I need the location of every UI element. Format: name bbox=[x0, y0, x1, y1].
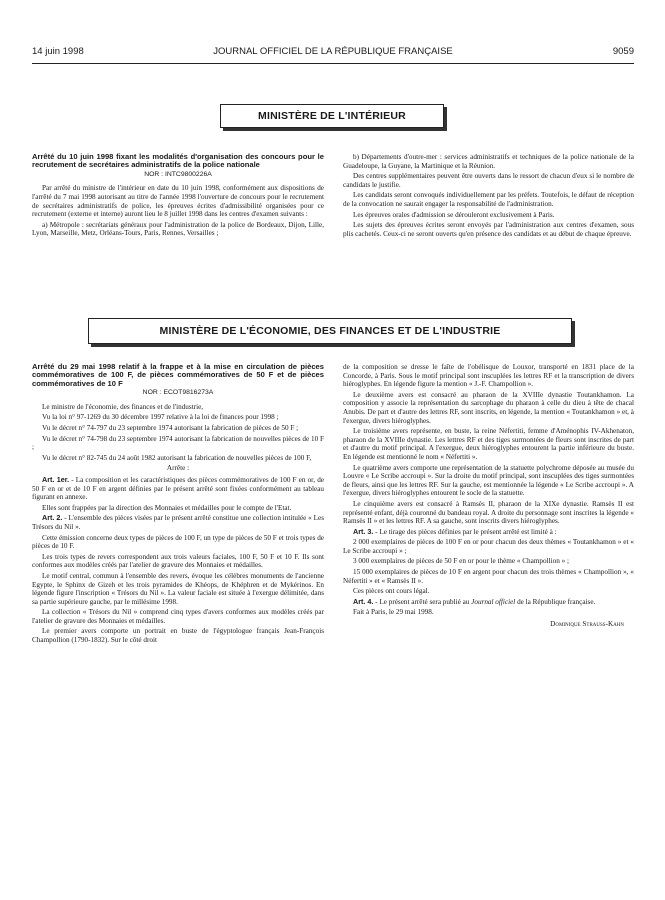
ministry-title: MINISTÈRE DE L'INTÉRIEUR bbox=[258, 110, 406, 122]
ministry-title: MINISTÈRE DE L'ÉCONOMIE, DES FINANCES ET DE L'INDUSTRIE bbox=[159, 325, 501, 337]
header-journal-title: JOURNAL OFFICIEL DE LA RÉPUBLIQUE FRANÇAISE bbox=[213, 46, 453, 57]
header-page-number: 9059 bbox=[612, 46, 634, 57]
paragraph: Vu la loi n° 97-1269 du 30 décembre 1997 relative à la loi de finances pour 1998 ; bbox=[42, 413, 279, 422]
paragraph: Le deuxième avers est consacré au pharaon de la XVIIIe dynastie Toutankhamon. La composition y associe la représentation du sarcophage du pharaon à celle du dieu à tête de chacal Anubis. De part et d'autre des lettres RF, sont inscrits, en légende, la mention « Toutankhamon » et, à l'exergue, divers hiéroglyphes. bbox=[343, 390, 634, 425]
journal-name: Journal officiel bbox=[471, 597, 516, 606]
list-item: 2 000 exemplaires de pièces de 100 F en or pour chacun des deux thèmes « Toutankhamon » et « Le Scribe accroupi » ; bbox=[343, 538, 634, 555]
decree-title: Arrêté du 10 juin 1998 fixant les modalités d'organisation des concours pour le recrutement de secrétaires administratifs de la police nationale bbox=[32, 152, 324, 170]
article-label: Art. 4. bbox=[353, 596, 374, 606]
paragraph: b) Départements d'outre-mer : services administratifs et techniques de la police nationale de la Guadeloupe, la Guyane, la Martinique et la Réunion. bbox=[343, 153, 634, 170]
article-label: Art. 2. bbox=[42, 513, 63, 523]
paragraph: a) Métropole : secrétariats généraux pour l'administration de la police de Bordeaux, Dijon, Lille, Lyon, Marseille, Metz, Orléans-Tours, Paris, Rennes, Versailles ; bbox=[32, 220, 324, 238]
paragraph: Le quatrième avers comporte une représentation de la statuette polychrome déposée au musée du Louvre « Le Scribe accroupi ». Sur la droite du motif principal, sont inscuplées des tiges surmontées de fleurs, ainsi que les lettres RF. Sur la gauche, est mentionnée la légende « Le Scribe accroupi ». A l'exergue, divers hiéroglyphes entourent le socle de la statuette. bbox=[343, 463, 634, 498]
article-text: - L'ensemble des pièces visées par le présent arrêté constitue une collection intitulée « Les Trésors du Nil ». bbox=[32, 514, 324, 531]
page-header bbox=[32, 46, 634, 60]
ministry-box-interieur bbox=[220, 104, 444, 128]
paragraph: Ces pièces ont cours légal. bbox=[353, 587, 430, 596]
paragraph: de la composition se dresse le faîte de l'obélisque de Louxor, transporté en 1831 place de la Concorde, à Paris. Sous le motif principal sont inscuplées les lettres RF et la transcription de divers hiéroglyphes. En légende figure la mention « J.-F. Champollion ». bbox=[343, 363, 634, 389]
list-item: 3 000 exemplaires de pièces de 50 F en or pour le thème « Champollion » ; bbox=[353, 557, 569, 566]
section1-left-column bbox=[32, 153, 324, 240]
nor-reference: NOR : INTC9800226A bbox=[144, 170, 212, 178]
paragraph: Elles sont frappées par la direction des Monnaies et médailles pour le compte de l'Etat. bbox=[42, 503, 292, 512]
paragraph: Cette émission concerne deux types de pièces de 100 F, un type de pièces de 50 F et trois types de pièces de 10 F. bbox=[32, 533, 324, 551]
article-text: - La composition et les caractéristiques des pièces commémoratives de 100 F en or, de 50 F en or et de 10 F en argent définies par le présent arrêté sont fixées conformément au tableau figurant en annexe. bbox=[32, 475, 324, 502]
paragraph: Vu le décret n° 82-745 du 24 août 1982 autorisant la fabrication de nouvelles pièces de 100 F, bbox=[42, 453, 312, 462]
paragraph: Les trois types de revers correspondent aux trois valeurs faciales, 100 F, 50 F et 10 F. Ils sont conformes aux modèles créés par l'atelier de gravure des Monnaies et médailles. bbox=[32, 552, 324, 570]
arrete-heading: Arrête : bbox=[166, 464, 190, 473]
paragraph: Des centres supplémentaires peuvent être ouverts dans le ressort de chacun d'eux si le nombre de candidats le justifie. bbox=[343, 172, 634, 189]
paragraph: Vu le décret n° 74-798 du 23 septembre 1974 autorisant la fabrication de nouvelles pièces de 10 F ; bbox=[32, 434, 324, 452]
paragraph: Le ministre de l'économie, des finances et de l'industrie, bbox=[42, 402, 204, 411]
nor-reference: NOR : ECOT9816273A bbox=[142, 389, 214, 397]
ministry-box-economie bbox=[88, 318, 572, 344]
paragraph: Les candidats seront convoqués individuellement par les préfets. Toutefois, le défaut de réception de la convocation ne saurait engager la responsabilité de l'administration. bbox=[343, 191, 634, 208]
paragraph: Le troisième avers représente, en buste, la reine Néfertiti, femme d'Aménophis IV-Akhenaton, pharaon de la XVIIIe dynastie. Les lettres RF et des tiges surmontées de fleurs sont inscrites de part et d'autre du motif principal. A l'exergue, deux hiéroglyphes entourent la partie inférieure du buste. En légende est mentionné le nom « Néfertiti ». bbox=[343, 427, 634, 461]
paragraph: Vu le décret n° 74-797 du 23 septembre 1974 autorisant la fabrication de pièces de 50 F ; bbox=[42, 424, 299, 432]
list-item: 15 000 exemplaires de pièces de 10 F en argent pour chacun des trois thèmes « Champollion », « Néfertiti » et « Ramsès II ». bbox=[343, 568, 634, 585]
article-3 bbox=[343, 528, 634, 537]
paragraph: Les sujets des épreuves écrites seront envoyés par l'administration aux centres d'examen, sous plis cachetés. Ceux-ci ne seront ouverts qu'en présence des candidats et au début de chaque épreuve. bbox=[343, 221, 634, 238]
section2-right-column bbox=[343, 363, 634, 631]
done-at: Fait à Paris, le 29 mai 1998. bbox=[353, 608, 434, 617]
paragraph: Le premier avers comporte un portrait en buste de l'égyptologue français Jean-François Champollion (1790-1832). Sur le côté droit bbox=[32, 627, 324, 645]
signature: Dominique Strauss-Kahn bbox=[550, 620, 624, 629]
article-text: - Le présent arrêté sera publié au bbox=[373, 597, 472, 606]
decree-title: Arrêté du 29 mai 1998 relatif à la frappe et à la mise en circulation de pièces commémoratives de 100 F, de pièces commémoratives de 50 F et de pièces commémoratives de 10 F bbox=[32, 362, 324, 388]
section1-right-column bbox=[343, 153, 634, 240]
header-rule bbox=[32, 63, 634, 64]
article-label: Art. 1er. bbox=[42, 474, 70, 484]
article-label: Art. 3. bbox=[353, 526, 374, 536]
article-text: de la République française. bbox=[515, 597, 596, 606]
article-1 bbox=[32, 476, 324, 502]
section2-left-column bbox=[32, 363, 324, 647]
paragraph: Par arrêté du ministre de l'intérieur en date du 10 juin 1998, conformément aux dispositions de l'arrêté du 7 mai 1998 autorisant au titre de l'année 1998 l'ouverture de concours pour le recrutement de secrétaires administratifs de police, les épreuves écrites d'admissibilité organisées pour ce recrutement (externe et interne) auront lieu le 8 juillet 1998 dans les centres d'examen suivants : bbox=[32, 184, 324, 219]
paragraph: Le cinquième avers est consacré à Ramsès II, pharaon de la XIXe dynastie. Ramsès II est représenté enfant, déjà couronné du bandeau royal. A droite du personnage sont inscrites la légende « Ramsès II » et les lettres RF. A sa gauche, sont inscrits divers hiéroglyphes. bbox=[343, 499, 634, 526]
paragraph: Le motif central, commun à l'ensemble des revers, évoque les célèbres monuments de l'ancienne Egypte, le Sphinx de Gizeh et les trois pyramides de Khéops, de Khéphren et de Mykérinos. En légende figure l'inscription « Trésors du Nil ». La valeur faciale est située à l'exergue délimitée, dans sa partie supérieure gauche, par le millésime 1998. bbox=[32, 571, 324, 606]
article-2 bbox=[32, 514, 324, 531]
paragraph: La collection « Trésors du Nil » comprend cinq types d'avers conformes aux modèles créés par l'atelier de gravure des Monnaies et médailles. bbox=[32, 608, 324, 625]
article-text: - Le tirage des pièces définies par le présent arrêté est limité à : bbox=[373, 527, 557, 536]
paragraph: Les épreuves orales d'admission se dérouleront exclusivement à Paris. bbox=[353, 210, 555, 219]
header-date: 14 juin 1998 bbox=[32, 46, 84, 57]
article-4 bbox=[343, 598, 634, 607]
